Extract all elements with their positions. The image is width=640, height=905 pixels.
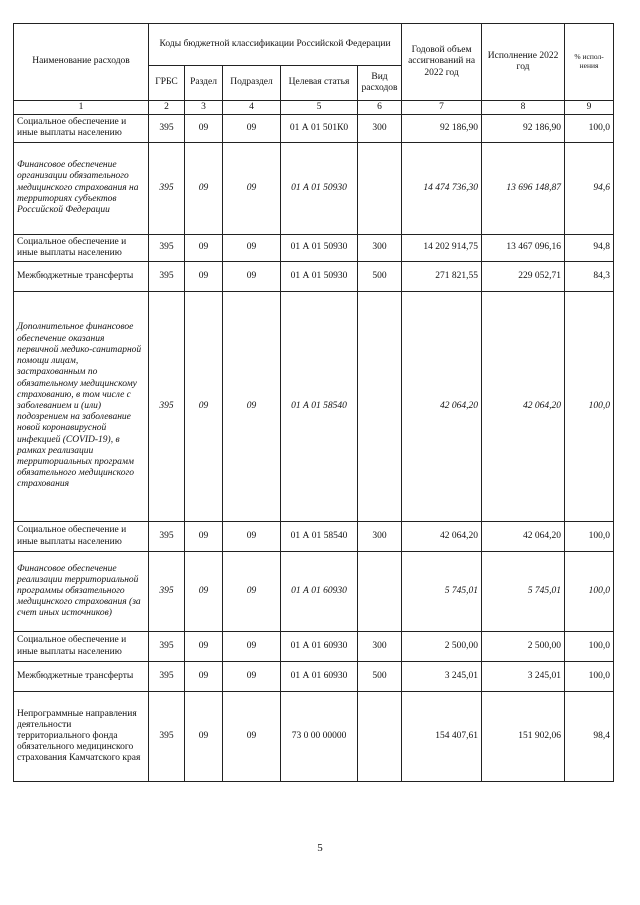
column-number: 1 (14, 101, 149, 115)
razdel-cell: 09 (185, 234, 223, 261)
razdel-cell: 09 (185, 522, 223, 552)
grbs-cell: 395 (149, 632, 185, 662)
expense-type-cell (358, 292, 402, 522)
percent-cell: 84,3 (565, 262, 614, 292)
expense-name: Социальное обеспечение и иные выплаты населению (14, 234, 149, 261)
executed-amount-cell: 2 500,00 (482, 632, 565, 662)
razdel-cell: 09 (185, 115, 223, 142)
podrazdel-cell: 09 (223, 662, 281, 692)
annual-amount-cell: 271 821,55 (402, 262, 482, 292)
grbs-cell: 395 (149, 522, 185, 552)
percent-cell: 100,0 (565, 522, 614, 552)
expense-type-cell (358, 552, 402, 632)
expense-name: Социальное обеспечение и иные выплаты населению (14, 632, 149, 662)
annual-amount-cell: 2 500,00 (402, 632, 482, 662)
column-number: 9 (565, 101, 614, 115)
razdel-cell: 09 (185, 142, 223, 234)
table-row (14, 262, 614, 292)
podrazdel-cell: 09 (223, 552, 281, 632)
expense-name: Дополнительное финансовое обеспечение оказания первичной медико-санитарной помощи лицам, застрахованным по обязательному медицинскому страхованию, в том числе с заболеванием и (или) подозрением на заболевание новой коронавирусной инфекцией (COVID-19), в рамках реализации территориальных программ обязательного медицинского страхования (14, 292, 149, 522)
target-article-cell: 01 А 01 58540 (281, 292, 358, 522)
podrazdel-cell: 09 (223, 234, 281, 261)
percent-cell: 100,0 (565, 292, 614, 522)
expense-name: Социальное обеспечение и иные выплаты населению (14, 522, 149, 552)
podrazdel-cell: 09 (223, 692, 281, 782)
header-grbs: ГРБС (149, 66, 185, 101)
expense-type-cell: 300 (358, 522, 402, 552)
annual-amount-cell: 3 245,01 (402, 662, 482, 692)
target-article-cell: 01 А 01 501К0 (281, 115, 358, 142)
executed-amount-cell: 5 745,01 (482, 552, 565, 632)
annual-amount-cell: 14 474 736,30 (402, 142, 482, 234)
annual-amount-cell: 14 202 914,75 (402, 234, 482, 261)
grbs-cell: 395 (149, 662, 185, 692)
executed-amount-cell: 13 696 148,87 (482, 142, 565, 234)
column-number: 6 (358, 101, 402, 115)
target-article-cell: 01 А 01 60930 (281, 632, 358, 662)
table-row (14, 692, 614, 782)
razdel-cell: 09 (185, 632, 223, 662)
table-row (14, 552, 614, 632)
column-number: 2 (149, 101, 185, 115)
expense-type-cell: 500 (358, 262, 402, 292)
razdel-cell: 09 (185, 662, 223, 692)
expense-name: Социальное обеспечение и иные выплаты населению (14, 115, 149, 142)
podrazdel-cell: 09 (223, 292, 281, 522)
percent-cell: 100,0 (565, 115, 614, 142)
expense-type-cell: 300 (358, 234, 402, 261)
razdel-cell: 09 (185, 692, 223, 782)
table-row (14, 292, 614, 522)
podrazdel-cell: 09 (223, 632, 281, 662)
column-number: 3 (185, 101, 223, 115)
header-name: Наименование расходов (14, 24, 149, 101)
executed-amount-cell: 229 052,71 (482, 262, 565, 292)
percent-cell: 94,6 (565, 142, 614, 234)
annual-amount-cell: 154 407,61 (402, 692, 482, 782)
grbs-cell: 395 (149, 115, 185, 142)
grbs-cell: 395 (149, 552, 185, 632)
podrazdel-cell: 09 (223, 522, 281, 552)
column-numbers-row (14, 101, 614, 115)
expense-name: Межбюджетные трансферты (14, 262, 149, 292)
target-article-cell: 73 0 00 00000 (281, 692, 358, 782)
header-codes-group: Коды бюджетной классификации Российской Федерации (149, 24, 402, 66)
header-percent: % испол-нения (565, 24, 614, 101)
header-annual: Годовой объем ассигнований на 2022 год (402, 24, 482, 101)
header-target: Целевая статья (281, 66, 358, 101)
target-article-cell: 01 А 01 50930 (281, 142, 358, 234)
podrazdel-cell: 09 (223, 142, 281, 234)
header-vid: Вид расходов (358, 66, 402, 101)
percent-cell: 100,0 (565, 662, 614, 692)
percent-cell: 94,8 (565, 234, 614, 261)
target-article-cell: 01 А 01 60930 (281, 552, 358, 632)
grbs-cell: 395 (149, 142, 185, 234)
target-article-cell: 01 А 01 60930 (281, 662, 358, 692)
executed-amount-cell: 13 467 096,16 (482, 234, 565, 261)
expense-name: Финансовое обеспечение организации обязательного медицинского страхования на территориях субъектов Российской Федерации (14, 142, 149, 234)
percent-cell: 100,0 (565, 552, 614, 632)
budget-table (13, 23, 614, 782)
header-executed: Исполнение 2022 год (482, 24, 565, 101)
target-article-cell: 01 А 01 50930 (281, 234, 358, 261)
annual-amount-cell: 42 064,20 (402, 292, 482, 522)
header-razdel: Раздел (185, 66, 223, 101)
percent-cell: 100,0 (565, 632, 614, 662)
razdel-cell: 09 (185, 552, 223, 632)
annual-amount-cell: 42 064,20 (402, 522, 482, 552)
column-number: 5 (281, 101, 358, 115)
table-row (14, 632, 614, 662)
razdel-cell: 09 (185, 292, 223, 522)
table-body (14, 115, 614, 782)
podrazdel-cell: 09 (223, 115, 281, 142)
column-number: 4 (223, 101, 281, 115)
page-number: 5 (317, 842, 323, 854)
table-row (14, 142, 614, 234)
executed-amount-cell: 3 245,01 (482, 662, 565, 692)
percent-cell: 98,4 (565, 692, 614, 782)
grbs-cell: 395 (149, 292, 185, 522)
table-row (14, 662, 614, 692)
expense-type-cell: 500 (358, 662, 402, 692)
target-article-cell: 01 А 01 50930 (281, 262, 358, 292)
table-row (14, 522, 614, 552)
grbs-cell: 395 (149, 692, 185, 782)
expense-type-cell: 300 (358, 632, 402, 662)
executed-amount-cell: 151 902,06 (482, 692, 565, 782)
executed-amount-cell: 42 064,20 (482, 522, 565, 552)
expense-name: Финансовое обеспечение реализации территориальной программы обязательного медицинского страхования (за счет иных источников) (14, 552, 149, 632)
column-number: 8 (482, 101, 565, 115)
expense-type-cell (358, 692, 402, 782)
grbs-cell: 395 (149, 262, 185, 292)
annual-amount-cell: 5 745,01 (402, 552, 482, 632)
expense-name: Межбюджетные трансферты (14, 662, 149, 692)
target-article-cell: 01 А 01 58540 (281, 522, 358, 552)
table-row (14, 115, 614, 142)
expense-type-cell: 300 (358, 115, 402, 142)
grbs-cell: 395 (149, 234, 185, 261)
podrazdel-cell: 09 (223, 262, 281, 292)
annual-amount-cell: 92 186,90 (402, 115, 482, 142)
razdel-cell: 09 (185, 262, 223, 292)
column-number: 7 (402, 101, 482, 115)
expense-type-cell (358, 142, 402, 234)
expense-name: Непрограммные направления деятельности территориального фонда обязательного медицинского страхования Камчатского края (14, 692, 149, 782)
executed-amount-cell: 42 064,20 (482, 292, 565, 522)
executed-amount-cell: 92 186,90 (482, 115, 565, 142)
table-row (14, 234, 614, 261)
header-podrazdel: Подраздел (223, 66, 281, 101)
